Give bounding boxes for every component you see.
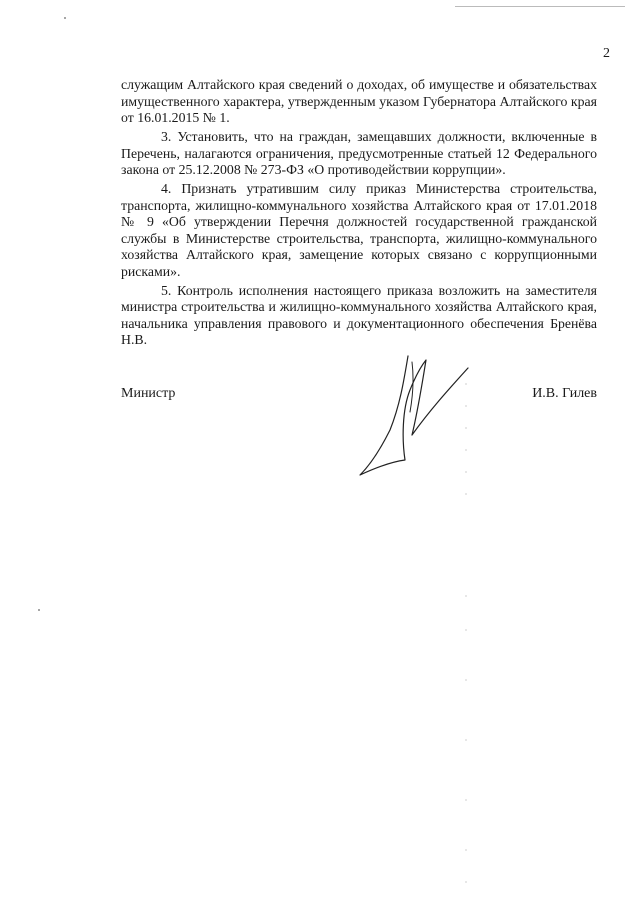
- signatory-name: И.В. Гилев: [532, 386, 597, 401]
- scan-speck: [34, 605, 44, 615]
- scan-edge-line: [455, 6, 625, 7]
- paragraph-5: 5. Контроль исполнения настоящего приказа возложить на заместителя министра строительства и жилищно-коммунального хозяйства Алтайского края, начальника управления правового и документационного обеспечения Бренёва Н.В.: [121, 282, 597, 348]
- paragraph-continuation: служащим Алтайского края сведений о доходах, об имуществе и обязательствах имущественного характера, утвержденным указом Губернатора Алтайского края от 16.01.2015 № 1.: [121, 77, 597, 126]
- document-body: [121, 77, 597, 351]
- scan-dotted-line: [462, 380, 470, 500]
- paragraph-4: 4. Признать утратившим силу приказ Министерства строительства, транспорта, жилищно-коммунального хозяйства Алтайского края от 17.01.2018 № 9 «Об утверждении Перечня должностей государственной гражданской службы в Министерстве строительства, транспорта, жилищно-коммунального хозяйства Алтайского края, замещение которых связано с коррупционными рисками».: [121, 180, 597, 279]
- scan-speck: [60, 10, 70, 26]
- handwritten-signature: [330, 350, 480, 490]
- signatory-title: Министр: [121, 386, 176, 401]
- scan-dotted-line: [462, 590, 470, 890]
- page-number: 2: [603, 46, 610, 61]
- paragraph-3: 3. Установить, что на граждан, замещавших должности, включенные в Перечень, налагаются ограничения, предусмотренные статьей 12 Федерального закона от 25.12.2008 № 273-ФЗ «О противодействии коррупции».: [121, 128, 597, 178]
